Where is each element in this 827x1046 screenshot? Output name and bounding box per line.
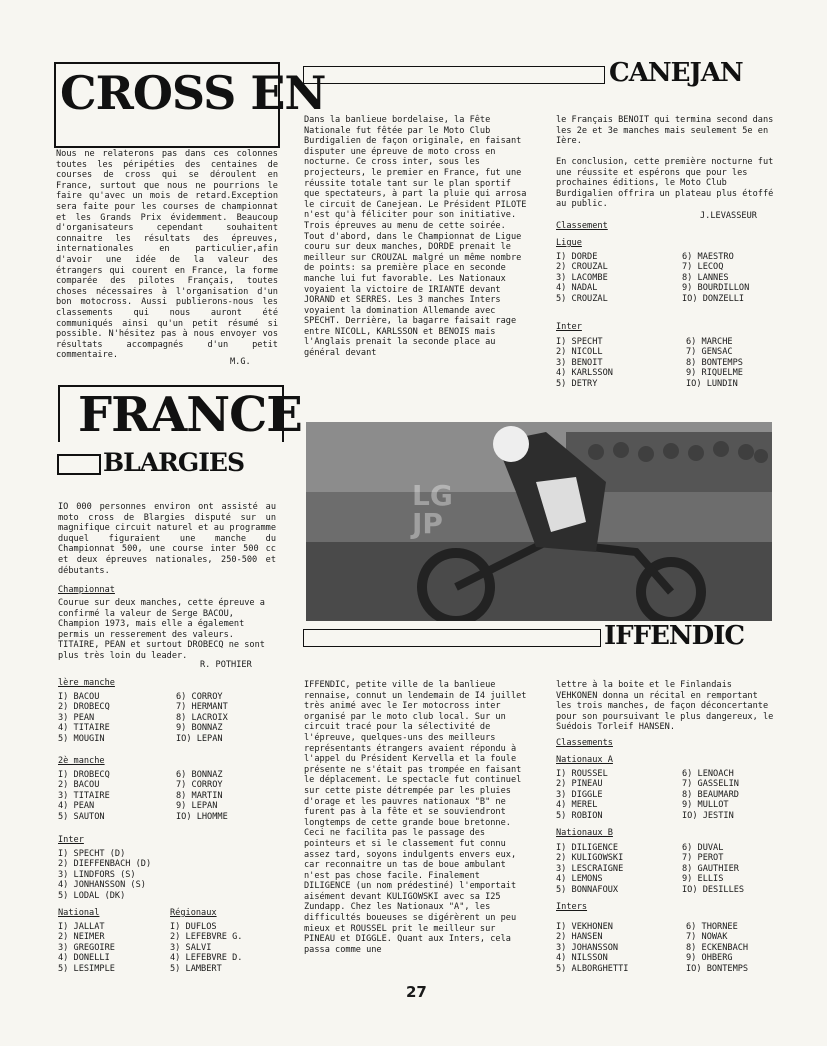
blargies-intro: IO 000 personnes environ ont assisté au moto cross de Blargies disputé sur un magnifique circuit naturel et au programme duquel figuraient une manche du Championnat 500, une course inter 500 cc et deux épreuves nationales, 250-500 et débutants.	[58, 502, 276, 576]
iffendic-header	[303, 621, 775, 655]
blargies-signature: R. POTHIER	[200, 660, 252, 670]
canejan-classement-heading: Classement	[556, 221, 608, 231]
list-item: 3) LINDFORS (S)	[58, 869, 136, 880]
national-list	[58, 922, 168, 974]
canejan-col2b: En conclusion, cette première nocturne fut une réussite et espérons que pour les prochaines éditions, le Moto Club Burdigalien offrira un plateau plus étoffé au public.	[556, 157, 774, 210]
iffendic-col2: lettre à la boite et le Finlandais VEHKONEN donna un récital en remportant les trois manches, de façon déconcertante pour son poursuivant le plus dangereux, le Suédois Torleif HANSEN.	[556, 680, 774, 733]
iffendic-rule-box	[303, 629, 601, 647]
iffendic-natA-heading: Nationaux A	[556, 755, 613, 765]
list-item: I) SPECHT (D)	[58, 849, 126, 859]
list-item: I) ROUSSEL 6) LENOACH	[556, 769, 734, 779]
blargies-inter-list	[58, 849, 278, 901]
blargies-title: BLARGIES	[103, 448, 245, 477]
france-header	[58, 385, 302, 443]
iffendic-natA-list	[556, 769, 776, 821]
list-item: I) DORDE 6) MAESTRO	[556, 252, 734, 262]
national-heading: National	[58, 908, 100, 918]
list-item: 4) LEFEBVRE D.	[170, 953, 243, 964]
iffendic-natB-list	[556, 843, 776, 895]
list-item: 2) PINEAU 7) GASSELIN	[556, 779, 739, 790]
list-item: 2) HANSEN 7) NOWAK	[556, 932, 728, 943]
blargies-rule-box	[57, 454, 101, 475]
motocross-photo-drawing	[306, 422, 772, 621]
list-item: 3) JOHANSSON 8) ECKENBACH	[556, 942, 749, 953]
list-item: 4) LEMONS 9) ELLIS	[556, 874, 724, 885]
list-item: 5) LODAL (DK)	[58, 890, 126, 901]
regionaux-list	[170, 922, 285, 974]
list-item: 5) BONNAFOUX IO) DESILLES	[556, 884, 745, 895]
cross-en-body: Nous ne relaterons pas dans ces colonnes toutes les péripéties des centaines de courses de cross qui se déroulent en France, surtout que nous ne pourrions le faire qu'avec un mois de retard.Exception sera faite pour les courses de championnat et les Grands Prix évidemment. Beaucoup d'organisateurs cependant souhaitent connaitre les résultats des épreuves, internationales en particulier,afin d'avoir une idée de la valeur des étrangers qui courent en France, la forme comparée des pilotes Français, toutes choses nécessaires à l'organisation d'un bon motocross. Aussi publierons-nous les classements qui nous auront été communiqués ainsi qu'un petit résumé si possible. N'hésitez pas à nous envoyer vos résultats accompagnés d'un petit commentaire.	[56, 149, 278, 361]
list-item: 4) NILSSON 9) OHBERG	[556, 953, 733, 964]
list-item: 3) BENOIT 8) BONTEMPS	[556, 357, 743, 368]
regionaux-heading: Régionaux	[170, 908, 217, 918]
canejan-inter-heading: Inter	[556, 322, 582, 332]
list-item: 4) TITAIRE 9) BONNAZ	[58, 723, 223, 734]
canejan-col1: Dans la banlieue bordelaise, la Fête Nationale fut fêtée par le Moto Club Burdigalien de façon originale, en faisant disputer une épreuve de moto cross en nocturne. Ce cross inter, sous les projecteurs, le premier en France, fut une réussite totale tant sur le plan sportif que spectateurs, à part la pluie qui arrosa le circuit de Canejean. Le Président PILOTE n'est qu'à féliciter pour son initiative. Trois épreuves au menu de cette soirée. Tout d'abord, dans le Championnat de Ligue couru sur deux manches, DORDE prenait le meilleur sur CROUZAL malgré un même nombre de points: sa première place en seconde manche lui fut favorable. Les Nationaux voyaient la victoire de IRIANTE devant JORAND et SERRES. Les 3 manches Inters voyaient la domination Allemande avec SPECHT. Derrière, la bagarre faisait rage entre NICOLL, KARLSSON et BENOIS mais l'Anglais prenait la seconde place au général devant	[304, 115, 527, 359]
list-item: 4) DONELLI	[58, 953, 110, 964]
list-item: 2) NEIMER	[58, 932, 105, 943]
list-item: I) SPECHT 6) MARCHE	[556, 337, 733, 347]
cross-en-signature: M.G.	[230, 357, 251, 367]
championnat-heading: Championnat	[58, 585, 115, 595]
list-item: 5) LESIMPLE	[58, 963, 115, 974]
motocross-photo	[306, 422, 772, 621]
iffendic-inters-list	[556, 922, 776, 974]
blargies-inter-heading: Inter	[58, 835, 84, 845]
list-item: 4) MEREL 9) MULLOT	[556, 800, 729, 811]
list-item: I) DILIGENCE 6) DUVAL	[556, 843, 724, 853]
page-number: 27	[406, 983, 427, 1001]
canejan-header	[303, 60, 773, 94]
iffendic-classements-heading: Classements	[556, 738, 613, 748]
list-item: 3) LESCRAIGNE 8) GAUTHIER	[556, 863, 739, 874]
manche1-heading: lère manche	[58, 678, 115, 688]
canejan-col2a: le Français BENOIT qui termina second dans les 2e et 3e manches mais seulement 5e en Ière.	[556, 115, 774, 147]
manche2-heading: 2è manche	[58, 756, 105, 766]
list-item: 4) KARLSSON 9) RIQUELME	[556, 368, 743, 379]
manche2-list	[58, 770, 278, 822]
cross-en-header	[54, 62, 326, 148]
list-item: 2) BACOU 7) CORROY	[58, 780, 223, 791]
list-item: 5) CROUZAL IO) DONZELLI	[556, 293, 745, 304]
championnat-text: Courue sur deux manches, cette épreuve a confirmé la valeur de Serge BACOU, Champion 1973, mais elle a également permis un resserement des valeurs. TITAIRE, PEAN et surtout DROBECQ ne sont plus très loin du leader.	[58, 598, 265, 661]
list-item: I) DROBECQ 6) BONNAZ	[58, 770, 223, 780]
france-title: FRANCE	[78, 387, 302, 443]
list-item: 4) NADAL 9) BOURDILLON	[556, 283, 750, 294]
iffendic-title: IFFENDIC	[604, 621, 745, 651]
list-item: 5) ROBION IO) JESTIN	[556, 810, 734, 821]
canejan-ligue-heading: Ligue	[556, 238, 582, 248]
list-item: 3) TITAIRE 8) MARTIN	[58, 790, 223, 801]
list-item: 3) GREGOIRE	[58, 942, 115, 953]
list-item: 3) SALVI	[170, 942, 212, 953]
list-item: I) JALLAT	[58, 922, 105, 932]
list-item: 2) KULIGOWSKI 7) PEROT	[556, 853, 724, 864]
list-item: 3) LACOMBE 8) LANNES	[556, 272, 729, 283]
canejan-ligue-list	[556, 252, 776, 304]
list-item: I) BACOU 6) CORROY	[58, 692, 223, 702]
manche1-list	[58, 692, 278, 744]
canejan-signature: J.LEVASSEUR	[700, 211, 757, 221]
list-item: 4) JONHANSSON (S)	[58, 880, 146, 891]
list-item: 2) LEFEBVRE G.	[170, 932, 243, 943]
list-item: 3) DIGGLE 8) BEAUMARD	[556, 789, 739, 800]
cross-en-title: CROSS EN	[60, 66, 326, 120]
blargies-header	[57, 449, 282, 477]
list-item: 2) CROUZAL 7) LECOQ	[556, 262, 724, 273]
list-item: 4) PEAN 9) LEPAN	[58, 801, 218, 812]
list-item: 2) NICOLL 7) GENSAC	[556, 347, 733, 358]
iffendic-inters-heading: Inters	[556, 902, 588, 912]
photo-watermark: LG JP	[412, 479, 453, 540]
list-item: I) VEKHONEN 6) THORNEE	[556, 922, 738, 932]
iffendic-natB-heading: Nationaux B	[556, 828, 613, 838]
iffendic-col1: IFFENDIC, petite ville de la banlieue rennaise, connut un lendemain de I4 juillet très animé avec le Ier motocross inter organisé par le moto club local. Sur un circuit tracé pour la sélectivité de l'épreuve, quelques-uns des meilleurs représentants étrangers avaient répondu à l'appel du Président Kervella et la foule présente ne s'était pas trompée en faisant le déplacement. Le spectacle fut continuel sur cette piste détrempée par les pluies d'orage et les pauvres nationaux "B" ne furent pas à la fête et se souviendront longtemps de cette grande boue bretonne. Ceci ne facilita pas le passage des pointeurs et si le classement fut connu assez tard, soyons indulgents envers eux, car reconnaitre un tas de boue ambulant n'est pas chose facile. Finalement DILIGENCE (un nom prédestiné) l'emportait aisément devant KULIGOWSKI avec sa I25 Zundapp. Chez les Nationaux "A", les difficultés boueuses se digérèrent un peu mieux et ROUSSEL prit le meilleur sur PINEAU et DIGGLE. Quant aux Inters, cela passa comme une	[304, 680, 527, 955]
list-item: 5) MOUGIN IO) LEPAN	[58, 733, 223, 744]
list-item: 5) ALBORGHETTI IO) BONTEMPS	[556, 963, 749, 974]
canejan-inter-list	[556, 337, 776, 389]
list-item: 2) DROBECQ 7) HERMANT	[58, 702, 228, 713]
list-item: I) DUFLOS	[170, 922, 217, 932]
list-item: 2) DIEFFENBACH (D)	[58, 859, 152, 870]
list-item: 5) SAUTON IO) LHOMME	[58, 811, 228, 822]
list-item: 3) PEAN 8) LACROIX	[58, 712, 228, 723]
canejan-rule-box	[303, 66, 605, 84]
canejan-title: CANEJAN	[609, 58, 743, 88]
list-item: 5) DETRY IO) LUNDIN	[556, 378, 738, 389]
list-item: 5) LAMBERT	[170, 963, 222, 974]
